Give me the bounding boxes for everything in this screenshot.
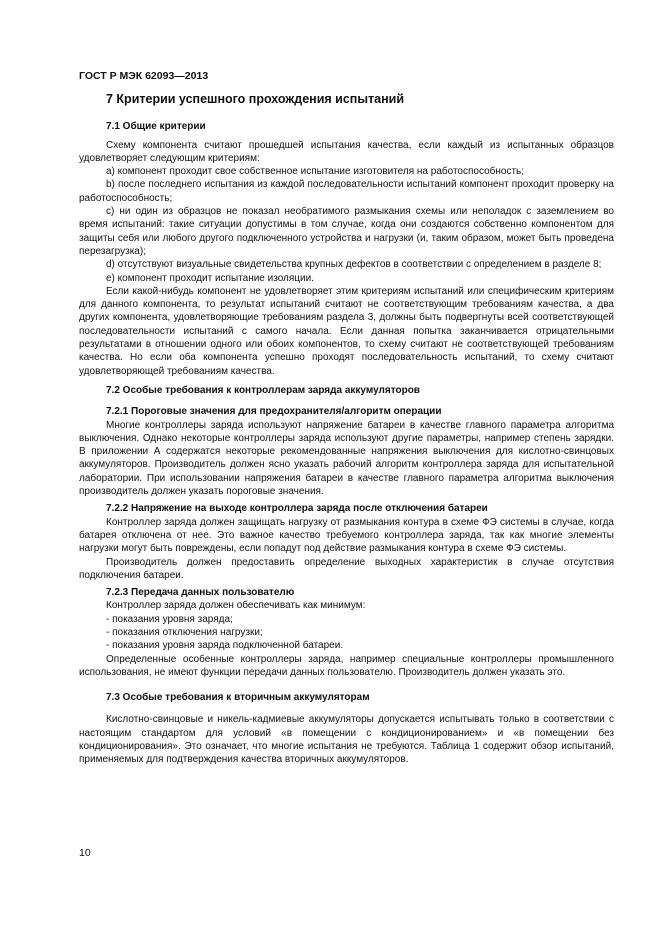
paragraph: Если какой-нибудь компонент не удовлетворяет этим критериям испытаний или специфическим критериям для данного компонента, то результат испытаний считают не соответствующим требованиям качества, а два других компонента, удовлетворяющие требованиям раздела 3, должны быть подвергнуты всей соответствующей последовательности испытаний с самого начала. Если данная попытка заканчивается отрицательными результатами в отношении одного или обоих компонентов, то схему считают не соответствующей требованиям качества. Но если оба компонента успешно проходят последовательность испытаний, то схему считают удовлетворяющей требованиям качества.	[79, 285, 614, 377]
list-item: - показания отключения нагрузки;	[106, 626, 263, 638]
paragraph: Производитель должен предоставить определение выходных характеристик в случае отсутствия подключения батареи.	[79, 556, 614, 581]
paragraph: Контроллер заряда должен обеспечивать как минимум:	[106, 600, 366, 612]
paragraph: b) после последнего испытания из каждой последовательности испытаний компонент проходит проверку на работоспособность;	[79, 179, 614, 204]
section-7-2-2-title: 7.2.2 Напряжение на выходе контроллера заряда после отключения батареи	[106, 503, 488, 515]
section-7-1-title: 7.1 Общие критерии	[106, 121, 206, 133]
list-item: - показания уровня заряда подключенной батареи.	[106, 640, 344, 652]
section-7-title: 7 Критерии успешного прохождения испытаний	[106, 92, 404, 106]
section-7-3-title: 7.3 Особые требования к вторичным аккумуляторам	[106, 692, 370, 704]
paragraph: Контроллер заряда должен защищать нагрузку от размыкания контура в схеме ФЭ системы в случае, когда батарея отключена от нее. Это важное качество требуемого контроллера заряда, так как многие элементы нагрузки могут быть повреждены, если попадут под действие размыкания контура в схеме ФЭ системы.	[79, 516, 614, 555]
paragraph: c) ни один из образцов не показал необратимого размыкания схемы или неполадок с заземлением во время испытаний: такие ситуации допустимы в том случае, когда они создаются собственно компонентом для защиты себя или любого другого подключенного устройства и нагрузки (и, таким образом, может быть проведена перезагрузка);	[79, 206, 614, 257]
paragraph: Кислотно-свинцовые и никель-кадмиевые аккумуляторы допускается испытывать только в соответствии с настоящим стандартом для условий «в помещении с кондиционированием» и «в помещении без кондиционирования». Это означает, что многие испытания не требуются. Таблица 1 содержит обзор испытаний, применяемых для подтверждения качества вторичных аккумуляторов.	[79, 714, 614, 766]
list-item: - показания уровня заряда;	[106, 613, 233, 625]
paragraph: Схему компонента считают прошедшей испытания качества, если каждый из испытанных образцов удовлетворяет следующим критериям:	[79, 139, 614, 164]
paragraph: d) отсутствуют визуальные свидетельства крупных дефектов в соответствии с определением в разделе 8;	[106, 259, 602, 271]
paragraph: Многие контроллеры заряда используют напряжение батареи в качестве главного параметра алгоритма выключения. Однако некоторые контроллеры заряда используют другие параметры, например степень зарядки. В приложении А содержатся некоторые рекомендованные напряжения выключения для кислотно-свинцовых аккумуляторов. Производитель должен ясно указать рабочий алгоритм контроллера заряда для испытательной лаборатории. При использовании напряжения батареи в качестве главного параметра алгоритма выключения производитель должен указать пороговые значения.	[79, 419, 614, 498]
document-content	[79, 90, 614, 767]
paragraph: Определенные особенные контроллеры заряда, например специальные контроллеры промышленного использования, не имеют функции передачи данных пользователю. Производитель должен указать это.	[79, 653, 614, 678]
section-7-2-1-title: 7.2.1 Пороговые значения для предохранителя/алгоритм операции	[106, 406, 442, 418]
section-7-2-3-title: 7.2.3 Передача данных пользователю	[106, 587, 295, 599]
page-number: 10	[79, 847, 91, 859]
paragraph: e) компонент проходит испытание изоляции.	[106, 272, 314, 284]
paragraph: a) компонент проходит свое собственное испытание изготовителя на работоспособность;	[106, 166, 525, 178]
section-7-2-title: 7.2 Особые требования к контроллерам заряда аккумуляторов	[106, 384, 420, 396]
document-header: ГОСТ Р МЭК 62093—2013	[79, 70, 209, 82]
